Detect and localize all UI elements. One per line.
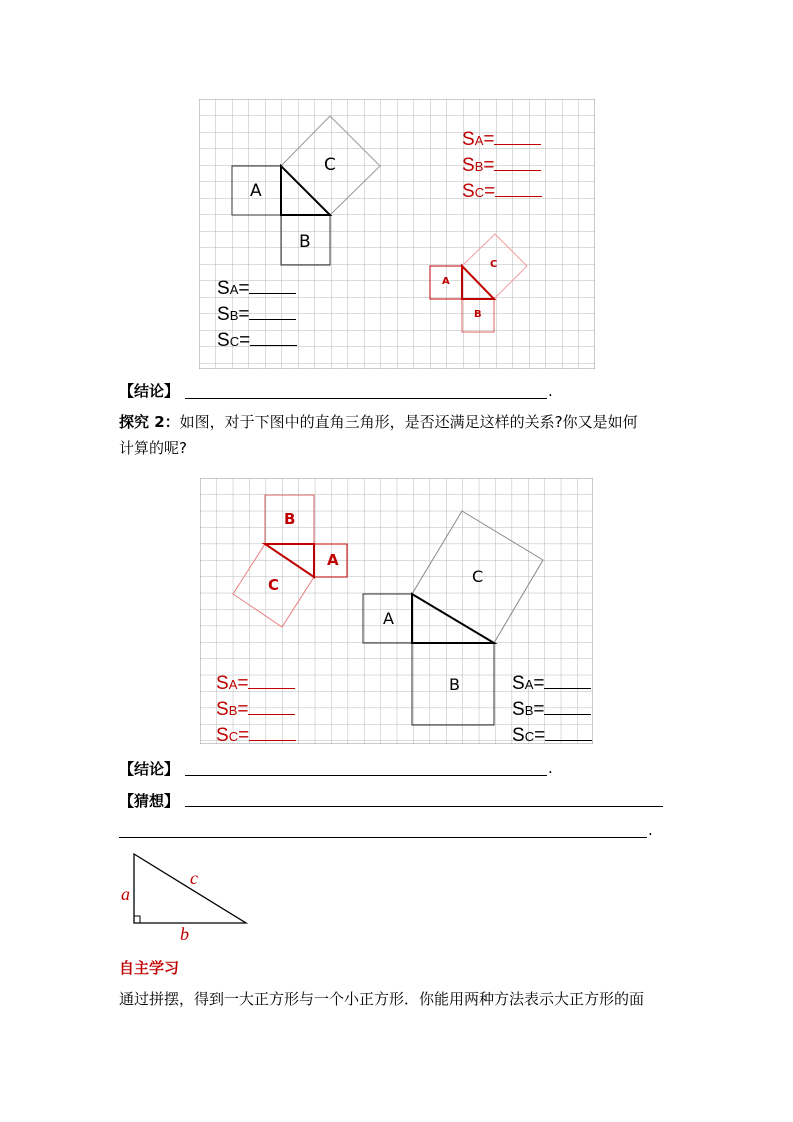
area-formulas-right-1: SA= SB= SC= xyxy=(462,127,542,205)
self-study-heading: 自主学习 xyxy=(119,959,180,977)
conclusion-blank-2[interactable] xyxy=(185,775,547,776)
side-a-label: a xyxy=(121,884,130,904)
self-study-text: 通过拼摆，得到一大正方形与一个小正方形．你能用两种方法表示大正方形的面 xyxy=(119,990,645,1008)
label-b-fig2: B xyxy=(449,675,460,694)
guess-blank-2[interactable] xyxy=(119,837,647,838)
label-a-fig1: A xyxy=(250,181,262,201)
label-a-fig2: A xyxy=(383,609,394,628)
conclusion-period-1: . xyxy=(548,382,553,400)
area-formulas-left-2: SA= SB= SC= xyxy=(216,671,296,749)
guess-blank-1[interactable] xyxy=(185,806,663,807)
area-formulas-right-2: SA= SB= SC= xyxy=(512,671,592,749)
side-b-label: b xyxy=(180,924,189,944)
conclusion-label-1: 【结论】 xyxy=(119,382,180,400)
area-formulas-left-1: SA= SB= SC= xyxy=(217,276,297,354)
side-c-label: c xyxy=(190,868,198,888)
explore2-paragraph: 探究 2：如图，对于下图中的直角三角形，是否还满足这样的关系?你又是如何 计算的呢? xyxy=(119,413,638,457)
conclusion-period-2: . xyxy=(548,759,553,777)
small-label-b: B xyxy=(474,309,482,320)
red-label-b: B xyxy=(284,510,296,528)
guess-period: . xyxy=(648,821,653,839)
label-b-fig1: B xyxy=(299,232,311,252)
conclusion-blank-1[interactable] xyxy=(185,398,547,399)
small-label-a: A xyxy=(442,276,450,287)
small-label-c: C xyxy=(490,259,498,270)
label-c-fig1: C xyxy=(324,155,336,175)
red-label-a: A xyxy=(327,551,339,569)
conclusion-label-2: 【结论】 xyxy=(119,760,180,778)
guess-label: 【猜想】 xyxy=(119,792,180,810)
label-c-fig2: C xyxy=(472,567,484,586)
red-label-c: C xyxy=(268,576,280,594)
